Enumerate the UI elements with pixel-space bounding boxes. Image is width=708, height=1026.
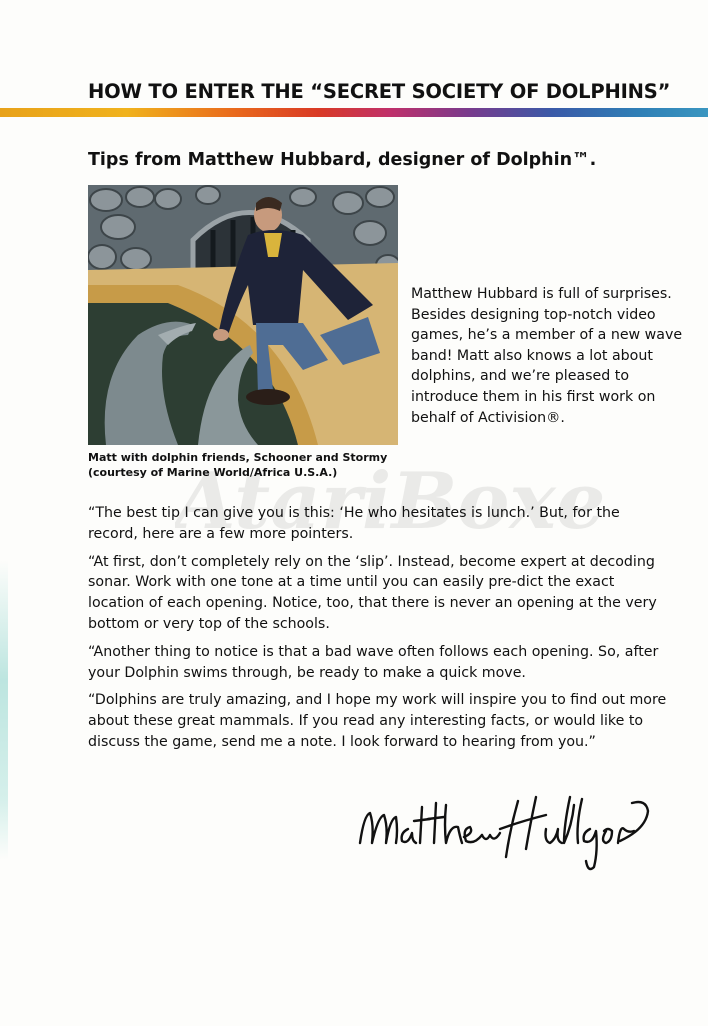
page-headline: HOW TO ENTER THE “SECRET SOCIETY OF DOLPHINS” [88, 80, 671, 103]
tip-paragraph-2: “At first, don’t completely rely on the ‘slip’. Instead, become expert at decoding sonar. Work with one tone at a time until you can easily pre-dict the exact location of each opening. Notice, too, that there is never an opening at the very bottom or very top of the schools. [88, 553, 657, 632]
caption-line-2: (courtesy of Marine World/Africa U.S.A.) [88, 465, 338, 479]
signature [350, 785, 650, 875]
watermark-text: AtariBoxe [175, 456, 605, 547]
photo-illustration [88, 185, 398, 445]
tip-paragraph-4: “Dolphins are truly amazing, and I hope my work will inspire you to find out more about these great mammals. If you read any interesting facts, or would like to discuss the game, send me a note. I look forward to hearing from you.” [88, 692, 667, 750]
rainbow-stripe [0, 108, 708, 117]
tip-paragraph-1: “The best tip I can give you is this: ‘He who hesitates is lunch.’ But, for the record, here are a few more pointers. [88, 505, 620, 542]
edge-stain [0, 560, 8, 860]
caption-line-1: Matt with dolphin friends, Schooner and Stormy [88, 451, 388, 464]
designer-bio: Matthew Hubbard is full of surprises. Besides designing top-notch video games, he’s a member of a new wave band! Matt also knows a lot about dolphins, and we’re pleased to introduce them in his first work on behalf of Activision®. [411, 286, 683, 426]
tips-body [88, 503, 668, 760]
tip-paragraph-3: “Another thing to notice is that a bad wave often follows each opening. So, after your Dolphin swims through, be ready to make a quick move. [88, 643, 659, 681]
tips-subheading: Tips from Matthew Hubbard, designer of Dolphin™. [88, 150, 597, 170]
signature-drawing [350, 785, 650, 875]
designer-photo [88, 185, 398, 445]
